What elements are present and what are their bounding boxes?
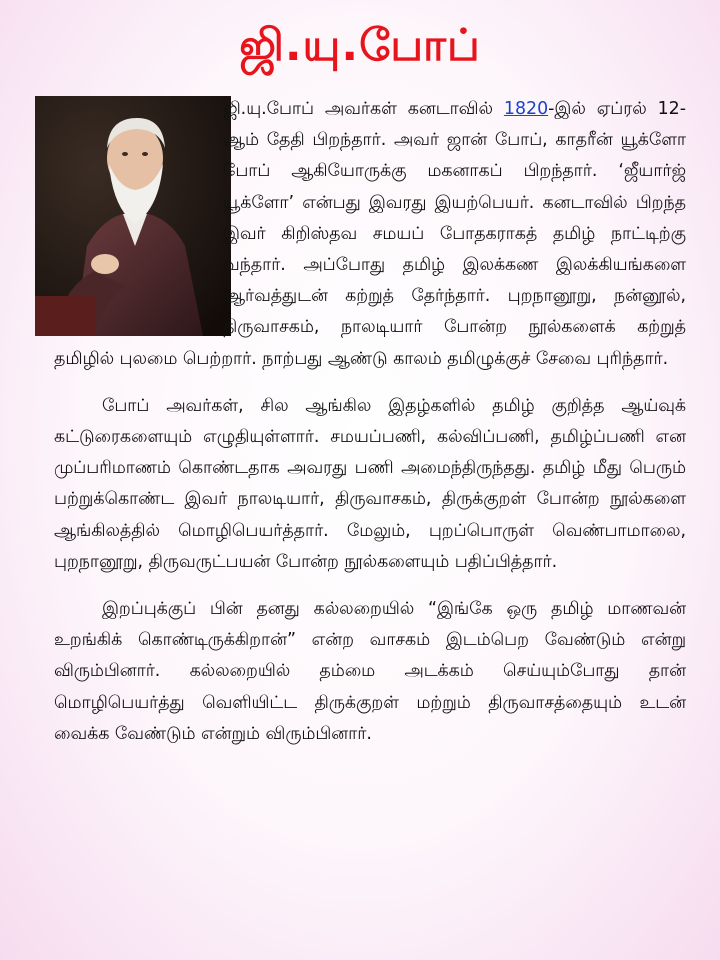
year-link[interactable]: 1820 [503, 99, 549, 119]
paragraph-1-start: ஜி.யு.போப் அவர்கள் கனடாவில் [223, 99, 504, 119]
paragraph-2: போப் அவர்கள், சில ஆங்கில இதழ்களில் தமிழ் குறித்த ஆய்வுக் கட்டுரைகளையும் எழுதியுள்ளார். சமயப்பணி, கல்விப்பணி, தமிழ்ப்பணி என முப்பரிமாணம் கொண்டதாக அவரது பணி அமைந்திருந்தது. தமிழ் மீது பெரும் பற்றுக்கொண்ட இவர் நாலடியார், திருவாசகம், திருக்குறள் போன்ற நூல்களை ஆங்கிலத்தில் மொழிபெயர்த்தார். மேலும், புறப்பொருள் வெண்பாமாலை, புறநானூறு, திருவருட்பயன் போன்ற நூல்களையும் பதிப்பித்தார். [54, 395, 686, 572]
article-body [54, 94, 686, 750]
paragraph-1-rest: -இல் ஏப்ரல் 12-ஆம் தேதி பிறந்தார். அவர் ஜான் போப், காதரீன் யூக்ளோ போப் ஆகியோருக்கு மகனாகப் பிறந்தார். ‘ஜீயார்ஜ் யூக்ளோ’ என்பது இவரது இயற்பெயர். கனடாவில் பிறந்த இவர் கிறிஸ்தவ சமயப் போதகராகத் தமிழ் நாட்டிற்கு வந்தார். அப்போது தமிழ் இலக்கண இலக்கியங்களை ஆர்வத்துடன் கற்றுத் தேர்ந்தார். புறநானூறு, நன்னூல், திருவாசகம், நாலடியார் போன்ற நூல்களைக் கற்றுத் தமிழில் புலமை பெற்றார். நாற்பது ஆண்டு காலம் தமிழுக்குச் சேவை புரிந்தார். [54, 99, 686, 369]
page-title: ஜி.யு.போப் [239, 20, 481, 71]
paragraph-3: இறப்புக்குப் பின் தனது கல்லறையில் “இங்கே ஒரு தமிழ் மாணவன் உறங்கிக் கொண்டிருக்கிறான்” என்ற வாசகம் இடம்பெற வேண்டும் என்று விரும்பினார். கல்லறையில் தம்மை அடக்கம் செய்யும்போது தான் மொழிபெயர்த்து வெளியிட்ட திருக்குறள் மற்றும் திருவாசத்தையும் உடன் வைக்க வேண்டும் என்றும் விரும்பினார். [54, 599, 686, 744]
portrait-spacer [35, 94, 223, 340]
